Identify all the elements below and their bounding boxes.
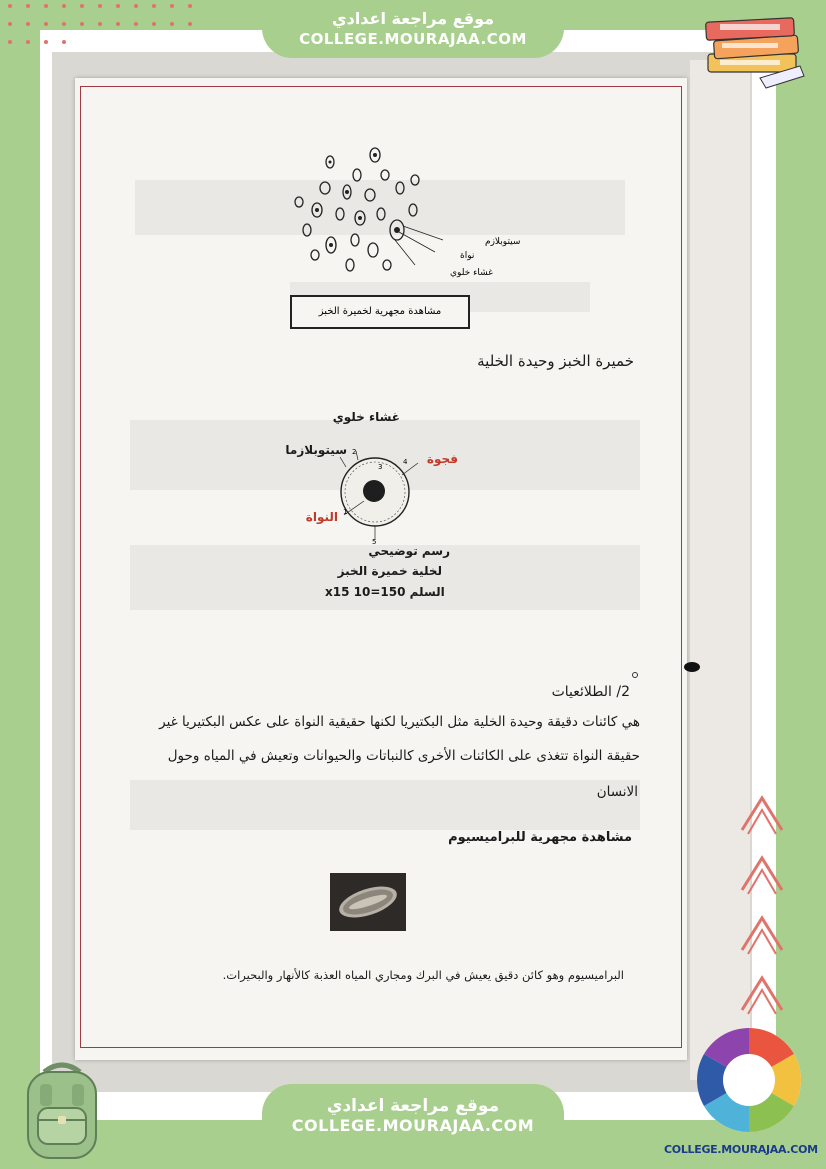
yeast-microscope-drawing <box>285 140 521 290</box>
ink-mark <box>684 662 700 672</box>
scale-value: السلم 150=10 x15 <box>325 585 445 599</box>
site-banner-top[interactable] <box>262 0 564 58</box>
paramecium-caption: البراميسيوم وهو كائن دقيق يعيش في البرك ومجاري المياه العذبة كالأنهار والبحيرات. <box>222 968 624 982</box>
figure2-number: 2 <box>352 448 357 456</box>
site-banner-bottom[interactable] <box>262 1084 564 1169</box>
section2-paragraph-line: حقيقة النواة تتغذى على الكائنات الأخرى كالنباتات والحيوانات وتعيش في المياه وحول <box>167 748 640 764</box>
section2-heading: 2/ الطلائعيات <box>551 684 630 700</box>
decorative-dots <box>8 4 208 44</box>
site-name: موقع مراجعة اعدادي <box>326 1096 500 1116</box>
chevron-up-icon <box>738 790 786 838</box>
figure2-number: 3 <box>378 463 383 471</box>
logo-url[interactable]: COLLEGE.MOURAJAA.COM <box>664 1143 818 1156</box>
cytoplasm-label: سيتوبلازما <box>285 443 347 457</box>
figure2-scale <box>325 585 450 599</box>
section2-paragraph-line: هي كائنات دقيقة وحيدة الخلية مثل البكتيريا لكنها حقيقية النواة على عكس البكتيريا غير <box>159 714 640 730</box>
chevron-up-icon <box>738 910 786 958</box>
figure2-caption-title: رسم توضيحي <box>368 544 450 558</box>
site-logo-icon <box>694 1024 804 1136</box>
nucleus-label: النواة <box>305 510 338 524</box>
figure2-number: 1 <box>343 508 348 516</box>
chevron-up-icon <box>738 970 786 1018</box>
figure2-number: 5 <box>372 538 377 546</box>
membrane-label: غشاء خلوي <box>332 410 400 424</box>
paramecium-observation: مشاهدة مجهرية للبراميسيوم <box>448 830 632 845</box>
cytoplasm-label: سيتوبلازم <box>485 237 521 247</box>
figure2-caption-subtitle: لخلية خميرة الخبز <box>337 564 442 578</box>
site-url[interactable]: COLLEGE.MOURAJAA.COM <box>299 30 527 48</box>
paramecium-icon <box>330 873 406 931</box>
yeast-heading: خميرة الخبز وحيدة الخلية <box>477 352 634 370</box>
figure2-number: 4 <box>403 458 408 466</box>
membrane-label: غشاء خلوي <box>450 268 493 278</box>
section2-paragraph-line: الانسان <box>596 784 638 800</box>
paramecium-photo <box>330 873 406 931</box>
ink-mark <box>632 672 638 678</box>
chevron-up-icon <box>738 850 786 898</box>
vacuole-label: فجوة <box>426 452 458 466</box>
figure1-caption: مشاهدة مجهرية لخميرة الخبز <box>290 295 470 329</box>
backpack-icon <box>14 1058 110 1162</box>
site-name: موقع مراجعة اعدادي <box>331 9 495 28</box>
site-url[interactable]: COLLEGE.MOURAJAA.COM <box>291 1116 535 1135</box>
books-logo-icon <box>700 10 810 90</box>
nucleus-label: نواة <box>460 251 475 261</box>
